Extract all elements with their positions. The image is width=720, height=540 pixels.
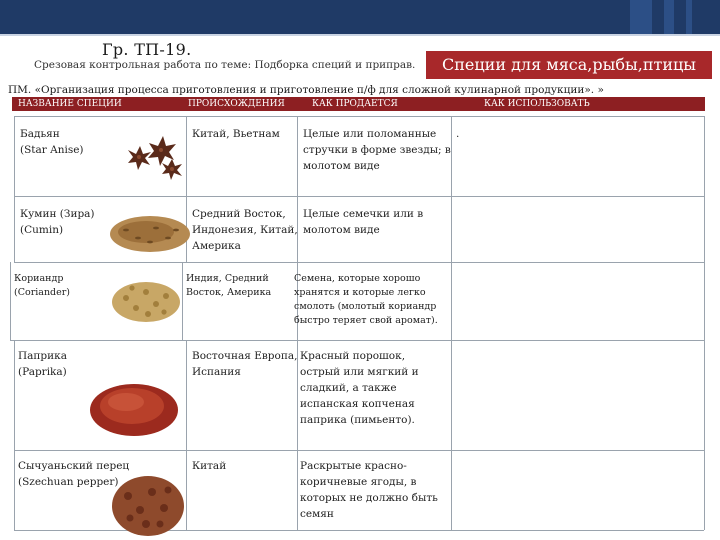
work-subtitle: Срезовая контрольная работа по теме: Подборка специй и приправ. [34,59,416,71]
sold-cell [303,206,423,238]
sold-line: коричневые ягоды, в [300,476,417,488]
spice-name: Бадьян [20,128,60,140]
spice-name-cell [20,206,95,238]
topic-banner: Специи для мяса,рыбы,птицы [426,51,712,79]
sold-cell [303,126,451,174]
sold-line: острый или мягкий и [300,366,419,378]
sold-line: испанская копченая [300,398,415,410]
column-divider [14,340,15,530]
sold-cell [300,348,419,428]
sold-line: Красный порошок, [300,350,406,362]
star-anise-icon [116,126,196,188]
table-border-top [14,116,704,117]
origin-line: Восток, Америка [186,287,272,298]
table-header [12,97,705,111]
row-divider [10,340,704,341]
sold-cell [300,458,438,522]
origin-line: Восточная Европа, [192,350,298,362]
module-title: ПМ. «Организация процесса приготовления и приготовление п/ф для сложной кулинарной продукции». » [8,84,604,96]
szechuan-pepper-icon [108,466,190,540]
row-divider [14,450,704,451]
sold-line: семян [300,508,334,520]
origin-cell [186,272,271,300]
column-divider [451,116,452,530]
sold-line: стручки в форме звезды; в [303,144,451,156]
column-divider [704,116,705,530]
origin-cell: Китай, Вьетнам [192,128,280,140]
top-bar-edge [0,34,720,36]
spice-name-latin: (Cumin) [20,224,64,236]
column-header-name: НАЗВАНИЕ СПЕЦИИ [18,99,122,109]
spice-name-latin: (Coriander) [14,287,71,298]
sold-line: молотом виде [303,224,380,236]
cumin-seeds-icon [106,208,194,260]
sold-line: хранятся и которые легко [294,287,426,298]
sold-line: Целые семечки или в [303,208,424,220]
sold-line: сладкий, а также [300,382,397,394]
paprika-powder-icon [86,370,182,442]
sold-line: смолоть (молотый кориандр [294,301,437,312]
origin-line: Средний Восток, [192,208,286,220]
sold-line: Целые или поломанные [303,128,437,140]
column-header-origin: ПРОИСХОЖДЕНИЯ [188,99,285,109]
top-bar-stripe [630,0,652,34]
sold-line: молотом виде [303,160,380,172]
sold-line: быстро теряет свой аромат). [294,315,438,326]
spice-name: Кориандр [14,273,64,284]
origin-line: Индонезия, Китай, [192,224,298,236]
spice-name-latin: (Star Anise) [20,144,84,156]
spice-name: Паприка [18,350,67,362]
spice-name-cell [20,126,84,158]
sold-line: Семена, которые хорошо [294,273,421,284]
spice-name-latin: (Szechuan pepper) [18,476,119,488]
top-bar-stripe [664,0,674,34]
origin-cell: Китай [192,460,227,472]
top-bar [0,0,720,34]
column-divider [10,262,11,340]
sold-line: которых не должно быть [300,492,438,504]
origin-line: Испания [192,366,241,378]
column-header-sold: КАК ПРОДАЕТСЯ [312,99,398,109]
column-header-use: КАК ИСПОЛЬЗОВАТЬ [484,99,590,109]
column-divider [14,116,15,262]
spice-name-cell [18,348,67,380]
use-cell: . [456,128,460,140]
top-bar-stripe [686,0,692,34]
origin-line: Индия, Средний [186,273,269,284]
origin-line: Америка [192,240,241,252]
coriander-seeds-icon [108,274,184,330]
row-divider [14,196,704,197]
origin-cell [192,348,297,380]
origin-cell [192,206,298,254]
sold-line: паприка (пимьенто). [300,414,415,426]
spice-name: Сычуаньский перец [18,460,130,472]
row-divider [14,262,704,263]
spice-name: Кумин (Зира) [20,208,95,220]
spice-name-latin: (Paprika) [18,366,67,378]
sold-cell [294,272,438,328]
group-title: Гр. ТП-19. [102,40,192,59]
sold-line: Раскрытые красно- [300,460,407,472]
spice-name-cell [14,272,70,300]
